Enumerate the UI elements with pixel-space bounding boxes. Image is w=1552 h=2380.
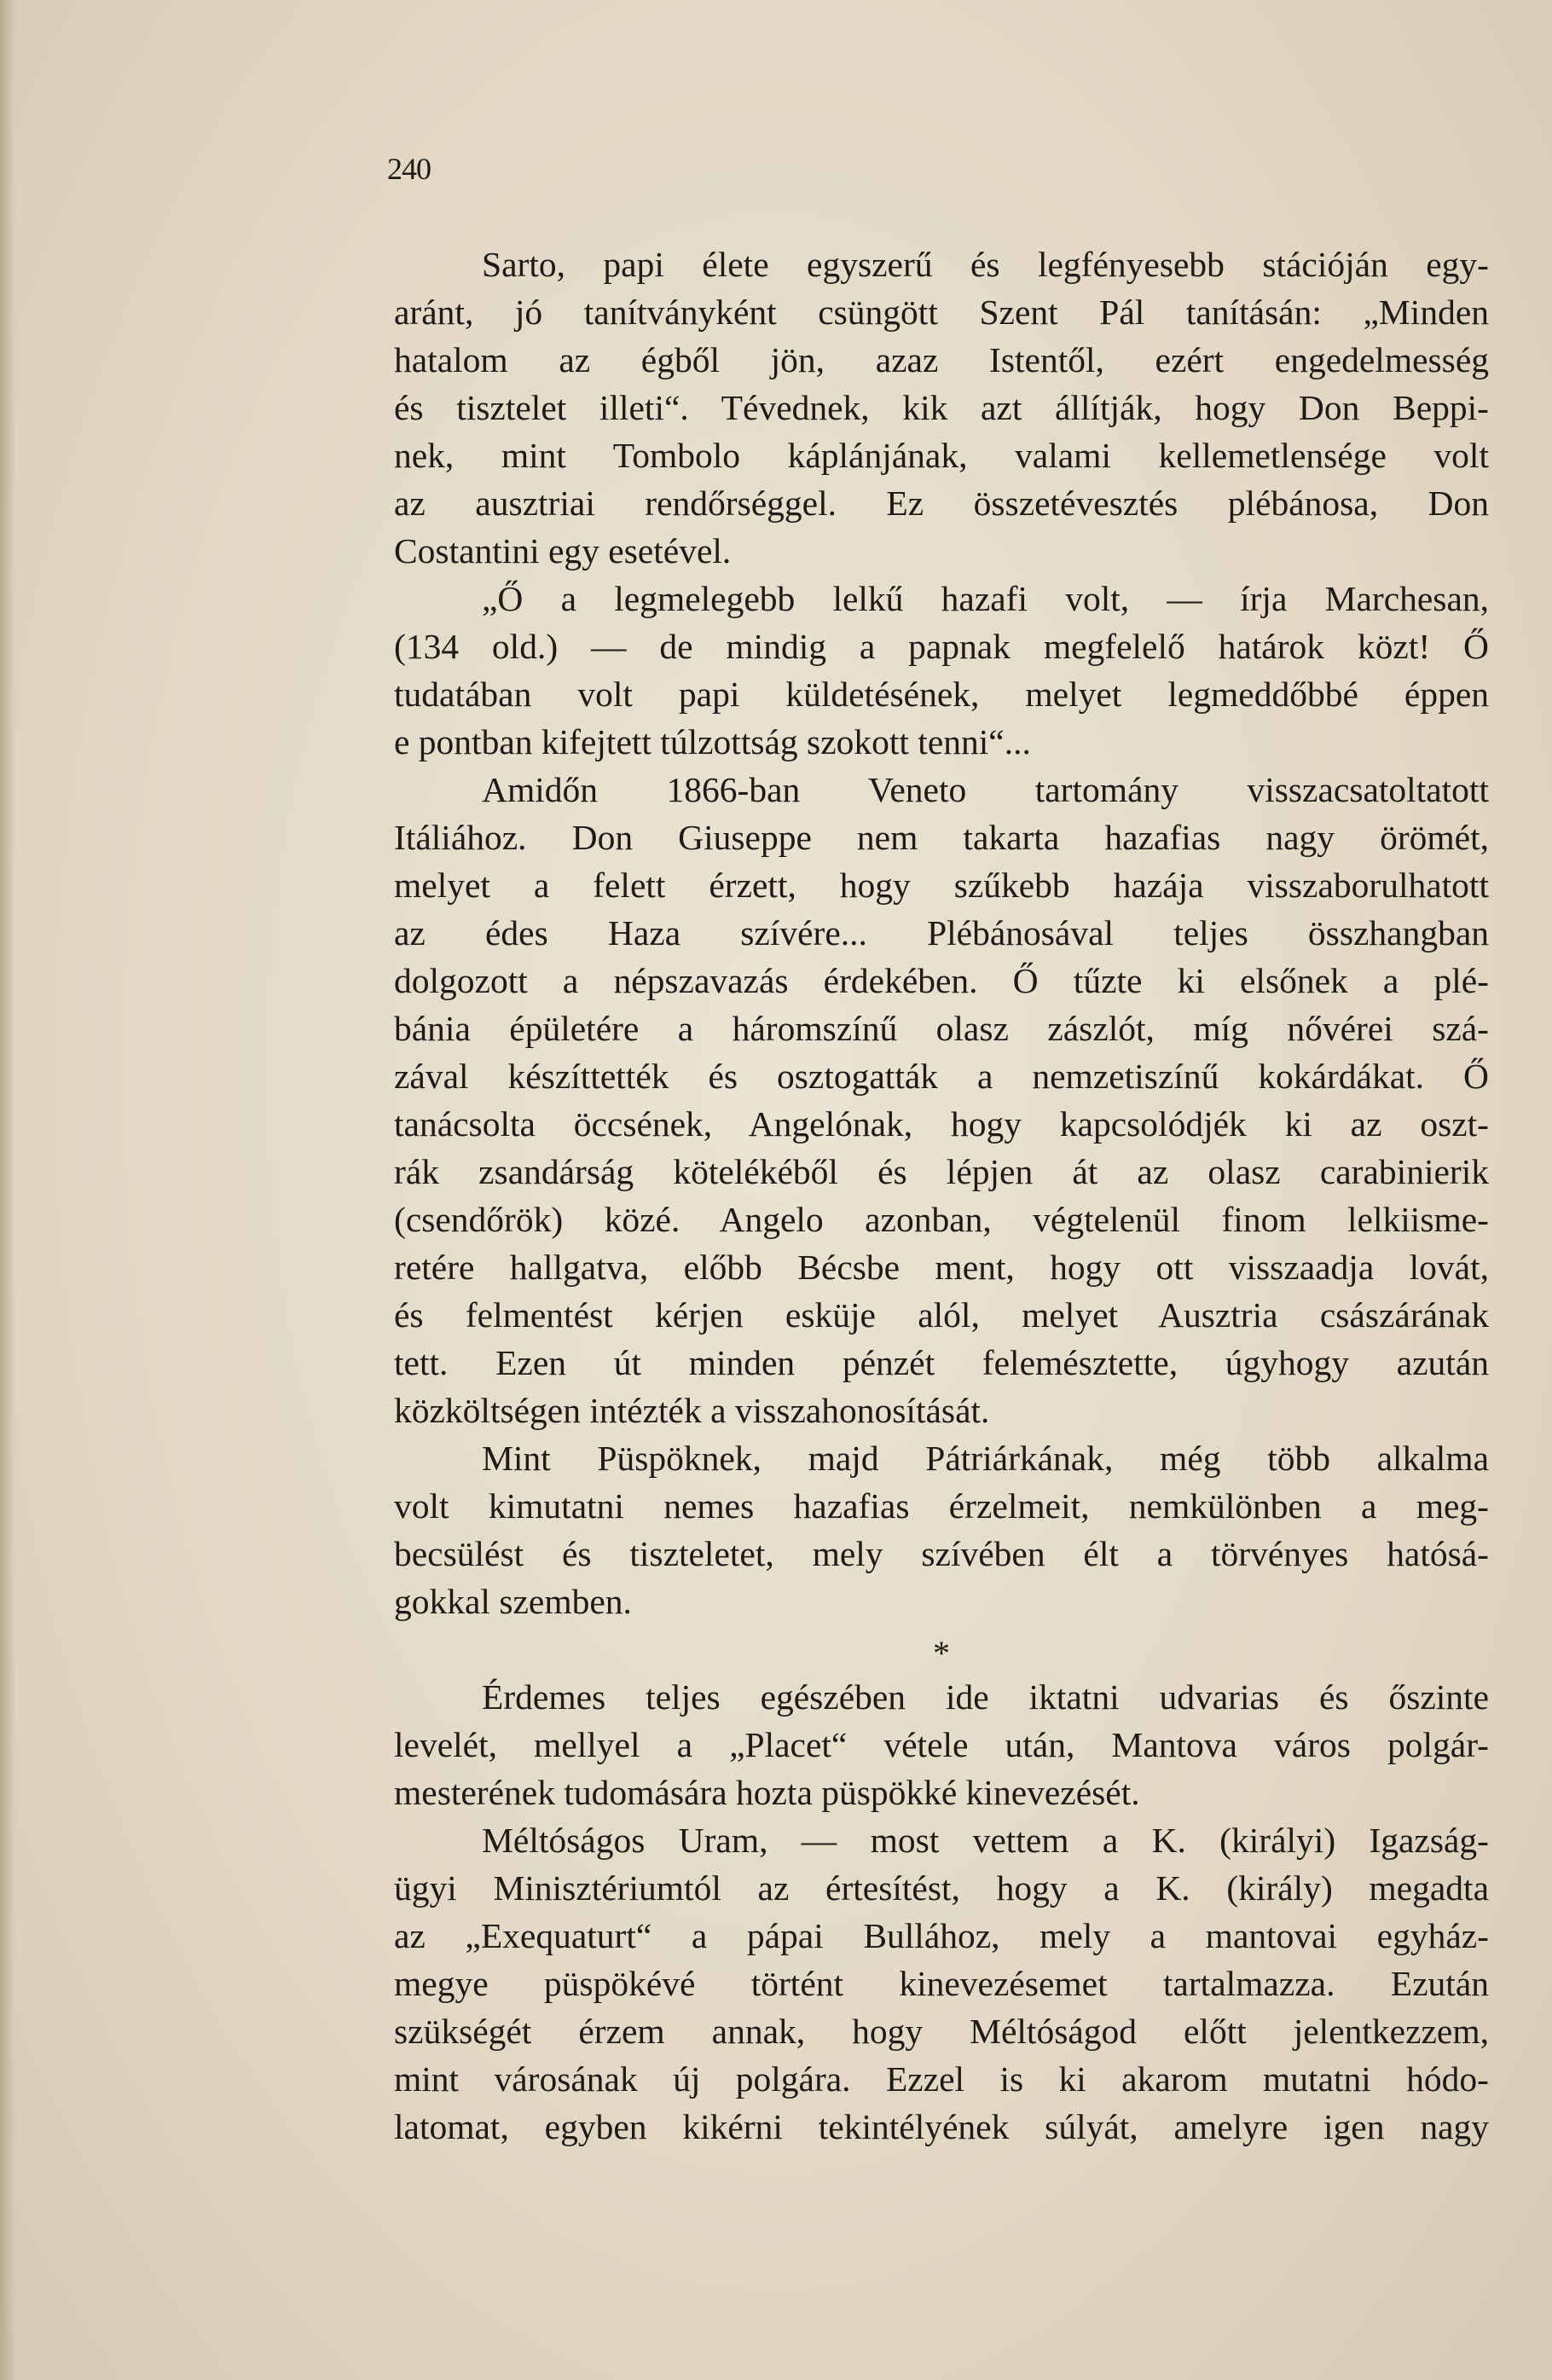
text-line: zával készíttették és osztogatták a nemzetiszínű kokárdákat. Ő xyxy=(394,1057,1489,1096)
text-line: becsülést és tiszteletet, mely szívében élt a törvényes hatósá- xyxy=(394,1534,1489,1573)
text-line: dolgozott a népszavazás érdekében. Ő tűzte ki elsőnek a plé- xyxy=(394,961,1489,1000)
text-line: és tisztelet illeti“. Tévednek, kik azt állítják, hogy Don Beppi- xyxy=(394,388,1489,427)
text-line: és felmentést kérjen esküje alól, melyet Ausztria császárának xyxy=(394,1295,1489,1335)
text-line: e pontban kifejtett túlzottság szokott tenni“... xyxy=(394,722,1031,761)
text-line: megye püspökévé történt kinevezésemet tartalmazza. Ezután xyxy=(394,1964,1489,2003)
text-line: az ausztriai rendőrséggel. Ez összetévesztés plébánosa, Don xyxy=(394,484,1489,523)
section-separator: * xyxy=(933,1634,950,1672)
text-line: nek, mint Tombolo káplánjának, valami kellemetlensége volt xyxy=(394,436,1489,475)
text-line: aránt, jó tanítványként csüngött Szent Pál tanításán: „Minden xyxy=(394,292,1489,332)
page-number: 240 xyxy=(387,152,431,186)
text-line: az édes Haza szívére... Plébánosával teljes összhangban xyxy=(394,913,1489,953)
text-line: hatalom az égből jön, azaz Istentől, ezért engedelmesség xyxy=(394,340,1489,379)
body-text xyxy=(394,240,1489,2151)
text-line: mesterének tudomására hozta püspökké kinevezését. xyxy=(394,1773,1140,1812)
text-line: rák zsandárság kötelékéből és lépjen át az olasz carabinierik xyxy=(394,1152,1489,1191)
text-line: volt kimutatni nemes hazafias érzelmeit, nemkülönben a meg- xyxy=(394,1486,1489,1526)
text-line: az „Exequaturt“ a pápai Bullához, mely a mantovai egyház- xyxy=(394,1916,1489,1955)
text-line: közköltségen intézték a visszahonosítását. xyxy=(394,1391,990,1430)
text-section-letter xyxy=(394,1673,1489,2151)
text-line: melyet a felett érzett, hogy szűkebb hazája visszaborulhatott xyxy=(394,866,1489,905)
text-line: tett. Ezen út minden pénzét felemésztette, úgyhogy azután xyxy=(394,1343,1489,1382)
text-line: tudatában volt papi küldetésének, melyet legmeddőbbé éppen xyxy=(394,675,1489,714)
text-line: Amidőn 1866-ban Veneto tartomány visszacsatoltatott xyxy=(482,770,1489,809)
text-line: Érdemes teljes egészében ide iktatni udvarias és őszinte xyxy=(482,1677,1489,1717)
text-line: Méltóságos Uram, — most vettem a K. (királyi) Igazság- xyxy=(482,1821,1489,1860)
text-line: Costantini egy esetével. xyxy=(394,531,732,570)
text-line: szükségét érzem annak, hogy Méltóságod előtt jelentkezzem, xyxy=(394,2012,1489,2051)
text-line: tanácsolta öccsének, Angelónak, hogy kapcsolódjék ki az oszt- xyxy=(394,1104,1489,1144)
text-line: Sarto, papi élete egyszerű és legfényesebb stációján egy- xyxy=(482,245,1489,284)
text-line: gokkal szemben. xyxy=(394,1582,632,1621)
text-line: „Ő a legmelegebb lelkű hazafi volt, — írja Marchesan, xyxy=(482,579,1489,618)
text-line: Mint Püspöknek, majd Pátriárkának, még több alkalma xyxy=(482,1439,1489,1478)
text-line: ügyi Minisztériumtól az értesítést, hogy a K. (király) megadta xyxy=(394,1868,1489,1908)
text-line: (csendőrök) közé. Angelo azonban, végtelenül finom lelkiisme- xyxy=(394,1200,1489,1239)
text-line: retére hallgatva, előbb Bécsbe ment, hogy ott visszaadja lovát, xyxy=(394,1248,1489,1287)
text-line: bánia épületére a háromszínű olasz zászlót, míg nővérei szá- xyxy=(394,1009,1489,1048)
text-section-main xyxy=(394,240,1489,1625)
text-line: levelét, mellyel a „Placet“ vétele után, Mantova város polgár- xyxy=(394,1725,1489,1764)
page-edge-shadow xyxy=(0,0,15,2380)
text-line: Itáliához. Don Giuseppe nem takarta hazafias nagy örömét, xyxy=(394,818,1489,857)
text-line: latomat, egyben kikérni tekintélyének súlyát, amelyre igen nagy xyxy=(394,2107,1489,2146)
text-line: mint városának új polgára. Ezzel is ki akarom mutatni hódo- xyxy=(394,2059,1489,2099)
text-line: (134 old.) — de mindig a papnak megfelelő határok közt! Ő xyxy=(394,627,1489,666)
